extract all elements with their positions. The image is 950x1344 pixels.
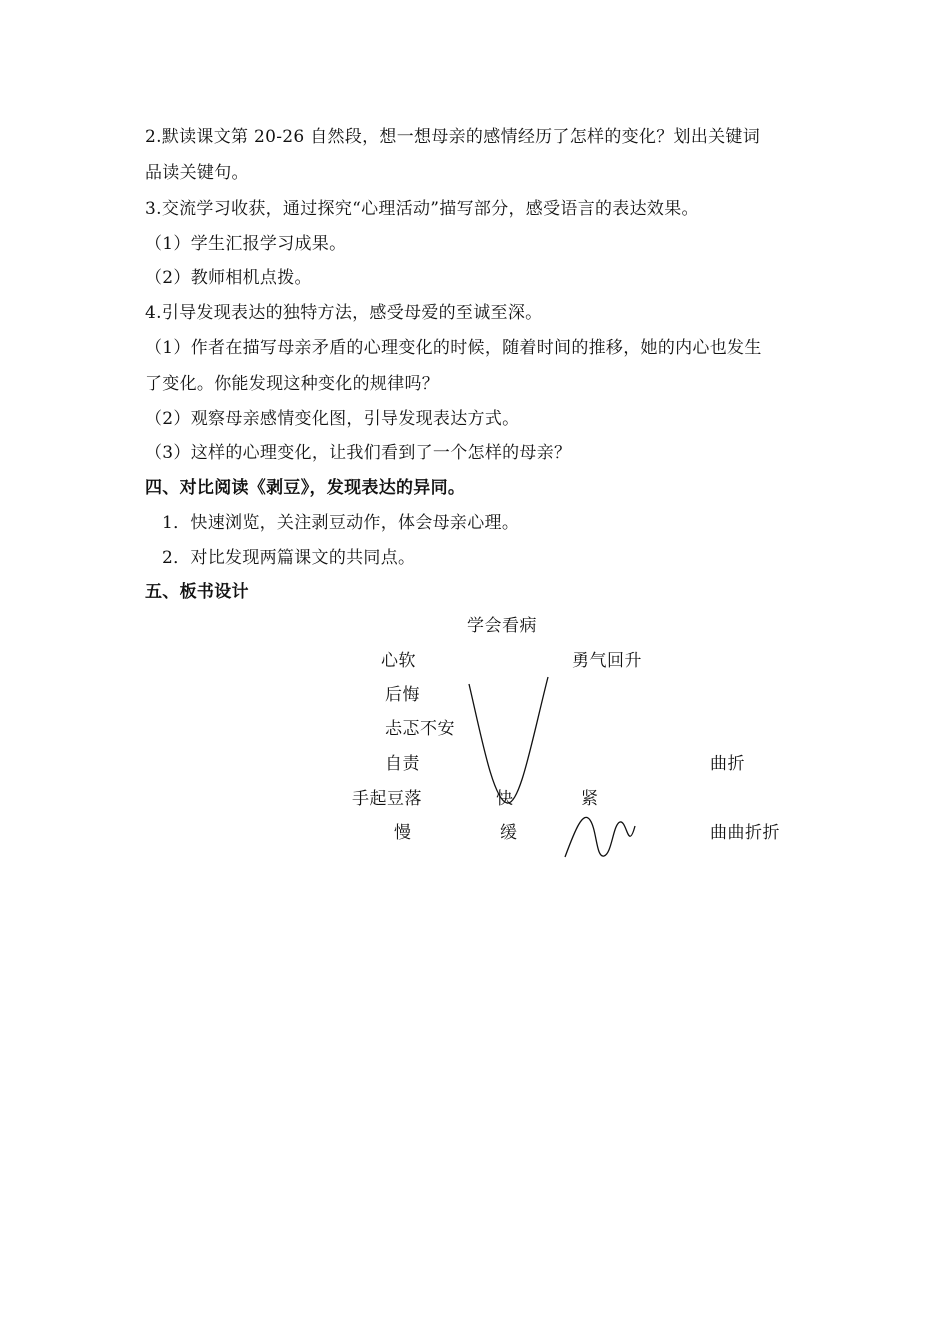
emotion-wave-curve [565, 817, 635, 857]
section5-heading: 五、板书设计 [145, 582, 249, 602]
item4: 4.引导发现表达的独特方法，感受母爱的至诚至深。 [145, 303, 543, 323]
item4-sub1-line1: （1）作者在描写母亲矛盾的心理变化的时候，随着时间的推移，她的内心也发生 [145, 338, 762, 358]
board-word-ququzhezhe: 曲曲折折 [710, 823, 780, 843]
board-word-houhui: 后悔 [385, 685, 420, 705]
board-word-jin: 紧 [581, 789, 599, 809]
item4-sub2: （2）观察母亲感情变化图，引导发现表达方式。 [145, 409, 520, 429]
board-title: 学会看病 [467, 616, 537, 636]
board-word-shouqi: 手起豆落 [352, 789, 422, 809]
item4-sub1-line2: 了变化。你能发现这种变化的规律吗？ [145, 374, 440, 394]
item4-sub3: （3）这样的心理变化，让我们看到了一个怎样的母亲？ [145, 443, 572, 463]
board-word-tante: 忐忑不安 [385, 719, 455, 739]
board-word-quzhe: 曲折 [710, 754, 745, 774]
section4-item1: 1．快速浏览，关注剥豆动作，体会母亲心理。 [162, 513, 520, 533]
section4-heading: 四、对比阅读《剥豆》，发现表达的异同。 [145, 478, 466, 498]
item2-line2: 品读关键句。 [145, 163, 249, 183]
board-word-kuai: 快 [496, 789, 514, 809]
item3-sub2: （2）教师相机点拨。 [145, 268, 312, 288]
item3-sub1: （1）学生汇报学习成果。 [145, 234, 347, 254]
board-word-yongqi: 勇气回升 [572, 651, 642, 671]
item3: 3.交流学习收获，通过探究“心理活动”描写部分，感受语言的表达效果。 [145, 199, 699, 219]
item2-line1: 2.默读课文第 20-26 自然段，想一想母亲的感情经历了怎样的变化？划出关键词 [145, 127, 761, 147]
board-word-man: 慢 [394, 823, 412, 843]
board-word-huan: 缓 [500, 823, 518, 843]
section4-item2: 2．对比发现两篇课文的共同点。 [162, 548, 416, 568]
board-word-xinruan: 心软 [381, 651, 416, 671]
emotion-v-curve [469, 677, 548, 803]
board-word-zize: 自责 [385, 754, 420, 774]
